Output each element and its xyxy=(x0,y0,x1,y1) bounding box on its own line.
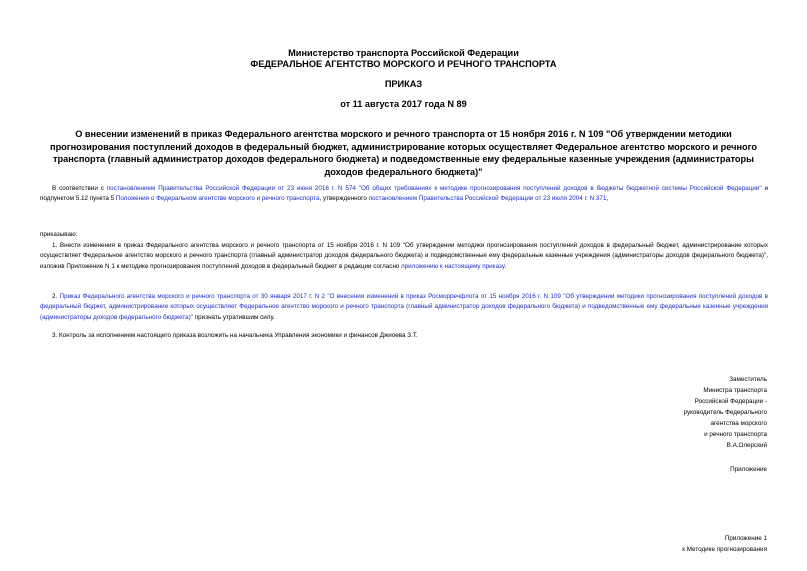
preamble xyxy=(40,184,768,205)
signature-name: В.А.Олерский xyxy=(726,442,767,449)
appendix-1-line-2: к Методике прогнозирования xyxy=(682,546,767,553)
appendix-1-header xyxy=(567,533,767,555)
preamble-text-4: , xyxy=(606,195,609,203)
signature-line-2: Министра транспорта xyxy=(703,387,767,394)
preamble-text-2: и подпунктом 5.12 пункта 5 xyxy=(40,185,768,203)
link-decree-574[interactable]: постановлением Правительства Российской Федерации от 23 июня 2016 г. N 574 "Об общих требованиях к методике прогнозирования поступлений доходов в бюджеты бюджетной системы Российской Федерации" xyxy=(106,185,762,192)
signature-line-1: Заместитель xyxy=(729,376,767,383)
preamble-text-3: , утвержденного xyxy=(319,195,369,203)
signature-block xyxy=(567,374,767,451)
item-2-lead: 2. xyxy=(52,293,60,300)
signature-line-3: Российской Федерации - xyxy=(694,398,767,405)
appendix-label: Приложение xyxy=(730,466,767,473)
item-1 xyxy=(40,241,768,272)
item-1-text: 1. Внести изменения в приказ Федерального агентства морского и речного транспорта от 15 ноября 2016 г. N 109 "Об утверждении методики прогнозирования поступлений доходов в федеральный бюджет, администрирование которых осуществляет Федеральное агентство морского и речного транспорта (главный администратор доходов федерального бюджета) и подведомственные ему федеральные казенные учреждения (администраторы доходов федерального бюджета)", изложив Приложение N 1 к методике прогнозирования поступлений доходов в федеральный бюджет в редакции согласно xyxy=(40,242,768,270)
appendix-1-line-1: Приложение 1 xyxy=(724,535,767,542)
item-1-tail: . xyxy=(504,262,507,270)
link-decree-371[interactable]: постановлением Правительства Российской Федерации от 23 июля 2004 г. N 371 xyxy=(368,195,607,203)
document-date: от 11 августа 2017 года N 89 xyxy=(340,99,467,109)
signature-line-4: руководитель Федерального xyxy=(683,409,767,416)
link-agency-regulation[interactable]: Положения о Федеральном агентстве морского и речного транспорта xyxy=(115,195,320,203)
ministry-name: Министерство транспорта Российской Федерации xyxy=(288,48,519,58)
item-3: 3. Контроль за исполнением настоящего приказа возложить на начальника Управления экономики и финансов Джиоева З.Т. xyxy=(52,332,418,339)
signature-line-6: и речного транспорта xyxy=(704,431,767,438)
document-type: ПРИКАЗ xyxy=(384,79,423,89)
item-2-tail: признать утратившим силу. xyxy=(193,313,275,321)
link-order-2[interactable]: Приказ Федерального агентства морского и речного транспорта от 30 января 2017 г. N 2 "О внесении изменений в приказ Росморречфлота от 15 ноября 2016 г. N 109 "Об утверждении методики прогнозирования поступлений доходов в федеральный бюджет, администрирование которых осуществляет Федеральное агентство морского и речного транспорта (главный администратор доходов федерального бюджета) и подведомственные ему федеральные казенные учреждения (администраторы доходов федерального бюджета)" xyxy=(40,293,768,321)
agency-name: ФЕДЕРАЛЬНОЕ АГЕНТСТВО МОРСКОГО И РЕЧНОГО ТРАНСПОРТА xyxy=(250,59,557,69)
link-appendix[interactable]: приложению к настоящему приказу xyxy=(401,262,505,270)
preamble-text-1: В соответствии с xyxy=(52,185,107,192)
document-title: О внесении изменений в приказ Федерального агентства морского и речного транспорта от 15 ноября 2016 г. N 109 "Об утверждении методики прогнозирования поступлений доходов в федеральный бюджет, администрирование которых осуществляет Федеральное агентство морского и речного транспорта (главный администратор доходов федерального бюджета) и подведомственные ему федеральные казенные учреждения (администраторы доходов федерального бюджета)" xyxy=(50,129,757,177)
item-2 xyxy=(40,292,768,323)
signature-line-5: агентства морского xyxy=(710,420,767,427)
order-word: приказываю: xyxy=(40,231,78,238)
